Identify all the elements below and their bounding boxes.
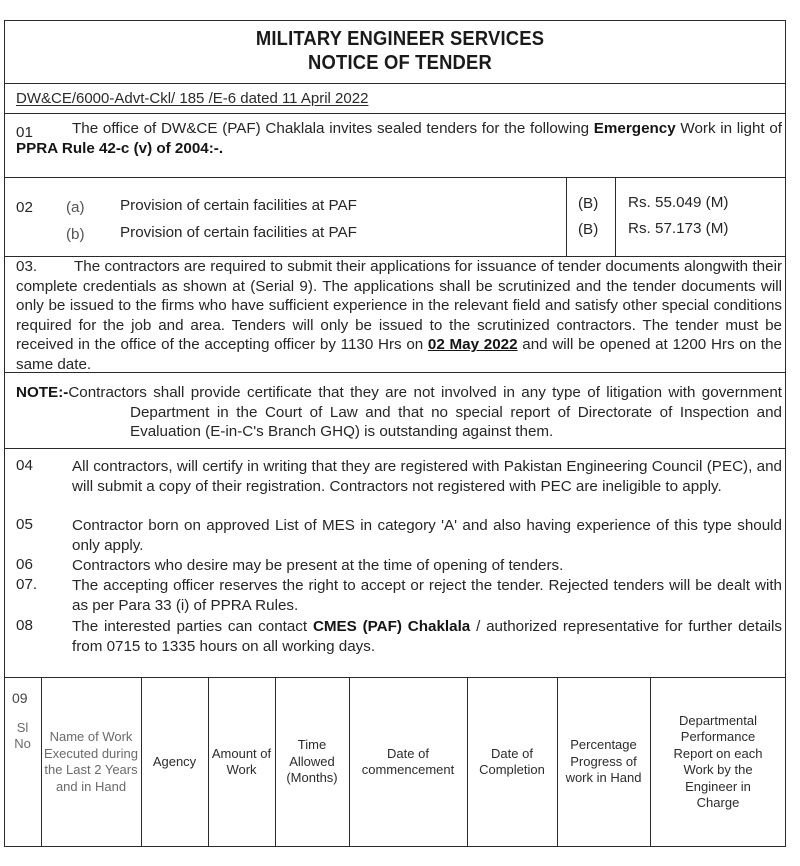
reference-number: DW&CE/6000-Advt-Ckl/ 185 /E-6 dated 11 April 2022: [16, 90, 369, 107]
note-label: NOTE:-: [16, 384, 69, 401]
clause-text: Contractors who desire may be present at the time of opening of tenders.: [72, 557, 564, 574]
work-item-category: (B): [578, 195, 599, 212]
submission-deadline: 02 May 2022: [427, 336, 518, 354]
section-03-text-part: and will be opened at 1200 Hrs on the same date.: [16, 336, 782, 373]
clause-number: 04: [16, 457, 33, 474]
divider-category-column: [566, 177, 567, 256]
section-01-number: 01: [16, 124, 33, 141]
column-header-name-of-work: Name of Work Executed during the Last 2 Years and in Hand: [44, 729, 138, 794]
clause-number: 08: [16, 617, 33, 634]
clause-text: All contractors, will certify in writing that they are registered with Pakistan Engineering Council (PEC), and will submit a copy of their registration. Contractors not registered with PEC are ineligible to apply.: [72, 458, 782, 495]
work-item-category: (B): [578, 221, 599, 238]
clause-text: [72, 617, 782, 656]
section-01-text-part: The office of DW&CE (PAF) Chaklala invites sealed tenders for the following: [72, 120, 594, 137]
clause-number: 07.: [16, 576, 38, 593]
section-09-number: 09: [12, 690, 28, 706]
section-01-text-part: Work in light of: [675, 120, 782, 137]
work-item-amount: Rs. 55.049 (M): [628, 194, 729, 211]
column-header-amount-of-work: Amount of Work: [211, 745, 272, 777]
column-header-time-allowed: Time Allowed (Months): [286, 737, 338, 786]
section-03-text: [16, 257, 782, 375]
divider-reference: [4, 113, 786, 114]
column-header-date-of-commencement: Date of commencement: [361, 745, 455, 777]
column-header-agency: Agency: [152, 753, 197, 769]
divider-amount-column: [615, 177, 616, 256]
clause-text: The accepting officer reserves the right to accept or reject the tender. Rejected tenders will be dealt with as per Para 33 (i) of PPRA Rules.: [72, 577, 782, 614]
divider-title: [4, 83, 786, 84]
org-title: MILITARY ENGINEER SERVICES: [255, 28, 545, 50]
ppra-rule-label: PPRA Rule 42-c (v) of 2004:-.: [16, 139, 224, 157]
contact-office: CMES (PAF) Chaklala: [312, 618, 471, 635]
column-header-date-of-completion: Date of Completion: [479, 745, 545, 777]
divider-section-01: [4, 177, 786, 178]
divider-note: [4, 448, 786, 449]
note-text: Contractors shall provide certificate that they are not involved in any type of litigation with government Department in the Court of Law and that no special report of Directorate of Inspection and Evaluation (E-in-C's Branch GHQ) is outstanding against them.: [68, 384, 782, 441]
clause-text: Contractor born on approved List of MES in category 'A' and also having experience of this type should only apply.: [72, 517, 782, 554]
clause-number: 06: [16, 556, 33, 573]
notice-title: NOTICE OF TENDER: [308, 52, 492, 74]
column-header-sl-no: Sl No: [14, 720, 31, 751]
section-01-text: [16, 119, 782, 158]
note-block: [16, 383, 782, 442]
work-item-amount: Rs. 57.173 (M): [628, 220, 729, 237]
column-header-performance-report: Departmental Performance Report on each Work by the Engineer in Charge: [673, 712, 763, 810]
section-03-text-part: The contractors are required to submit their applications for issuance of tender documents alongwith their complete credentials as shown at (Serial 9). The applications shall be scrutinized and the tender documents will only be issued to the firms who have sufficient experience in the relevant field and satisfy other special conditions required for the job and area. Tenders will only be issued to the scrutinized contractors. The tender must be received in the office of the accepting officer by 1130 Hrs on: [16, 258, 782, 354]
clause-text-part: The interested parties can contact: [72, 618, 313, 635]
work-item-description: Provision of certain facilities at PAF: [120, 224, 357, 241]
clause-number: 05: [16, 516, 33, 533]
work-item-description: Provision of certain facilities at PAF: [120, 197, 357, 214]
section-03-number: 03.: [16, 258, 38, 275]
work-item-letter: (a): [66, 199, 85, 216]
work-item-letter: (b): [66, 226, 85, 243]
section-02-number: 02: [16, 199, 33, 216]
clause-text-part: / authorized representative for further details from 0715 to 1335 hours on all working days.: [72, 618, 782, 655]
emergency-label: Emergency: [593, 120, 676, 137]
column-header-percentage-progress: Percentage Progress of work in Hand: [565, 737, 642, 786]
